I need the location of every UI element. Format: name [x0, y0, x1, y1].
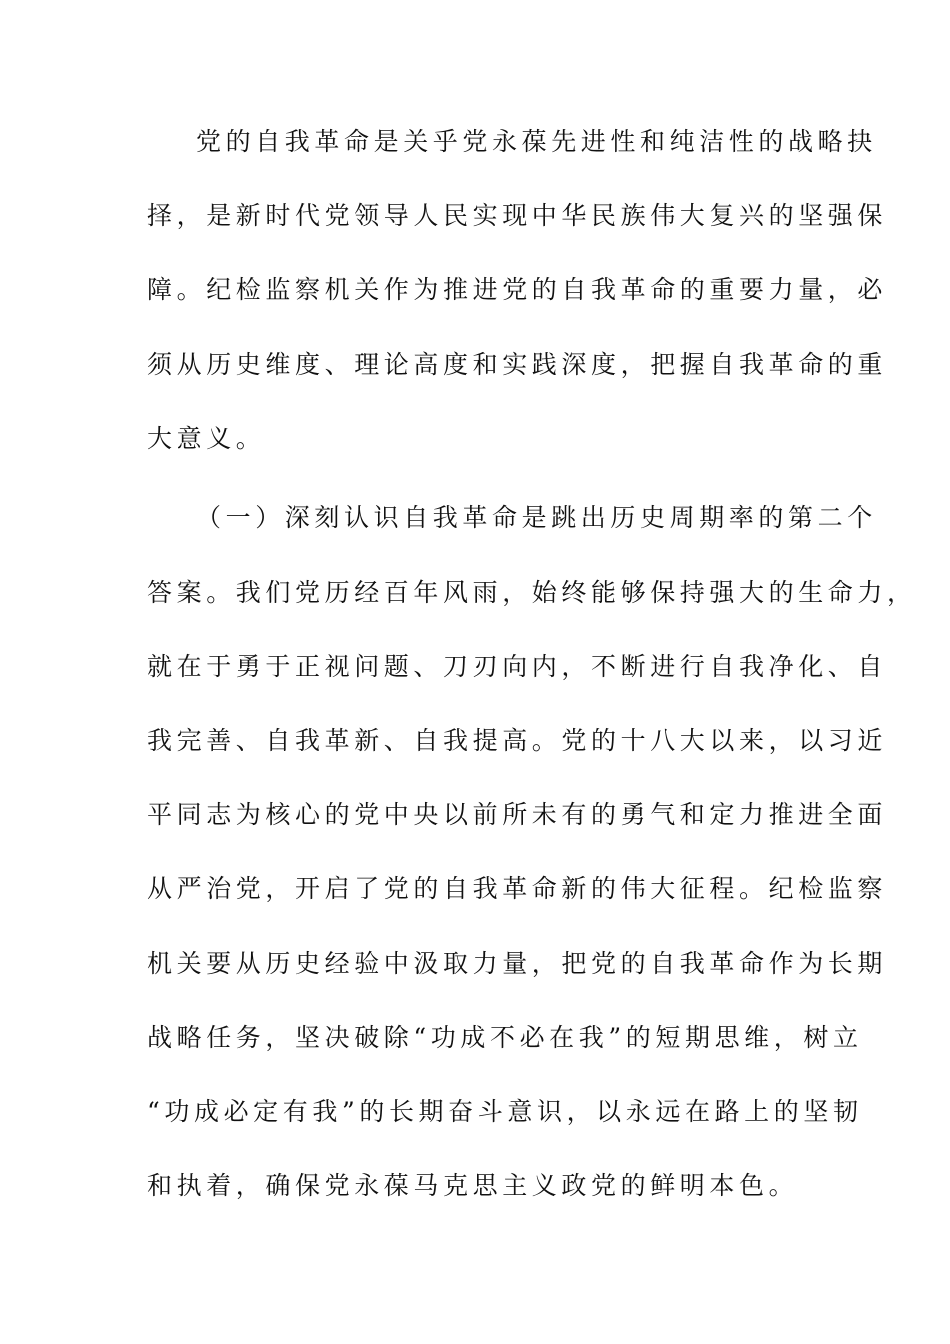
paragraph-line: 党的自我革命是关乎党永葆先进性和纯洁性的战略抉	[196, 127, 877, 156]
paragraph-line: 就在于勇于正视问题、刀刃向内，不断进行自我净化、自	[147, 652, 888, 681]
paragraph-line: 答案。我们党历经百年风雨，始终能够保持强大的生命力，	[147, 578, 917, 607]
paragraph-line: 从严治党，开启了党的自我革命新的伟大征程。纪检监察	[147, 874, 888, 903]
paragraph-line: 大意义。	[147, 424, 266, 453]
paragraph-line: 战略任务，坚决破除“功成不必在我”的短期思维，树立	[147, 1023, 863, 1052]
paragraph-line: 平同志为核心的党中央以前所未有的勇气和定力推进全面	[147, 800, 888, 829]
paragraph-line: 机关要从历史经验中汲取力量，把党的自我革命作为长期	[147, 949, 888, 978]
paragraph-line: 择，是新时代党领导人民实现中华民族伟大复兴的坚强保	[147, 201, 888, 230]
paragraph-line: 须从历史维度、理论高度和实践深度，把握自我革命的重	[147, 350, 888, 379]
paragraph-line: （一）深刻认识自我革命是跳出历史周期率的第二个	[196, 503, 877, 532]
paragraph-line: 我完善、自我革新、自我提高。党的十八大以来，以习近	[147, 726, 888, 755]
paragraph-line: “功成必定有我”的长期奋斗意识，以永远在路上的坚韧	[147, 1097, 863, 1126]
paragraph-line: 和执着，确保党永葆马克思主义政党的鲜明本色。	[147, 1171, 799, 1200]
paragraph-line: 障。纪检监察机关作为推进党的自我革命的重要力量，必	[147, 275, 888, 304]
